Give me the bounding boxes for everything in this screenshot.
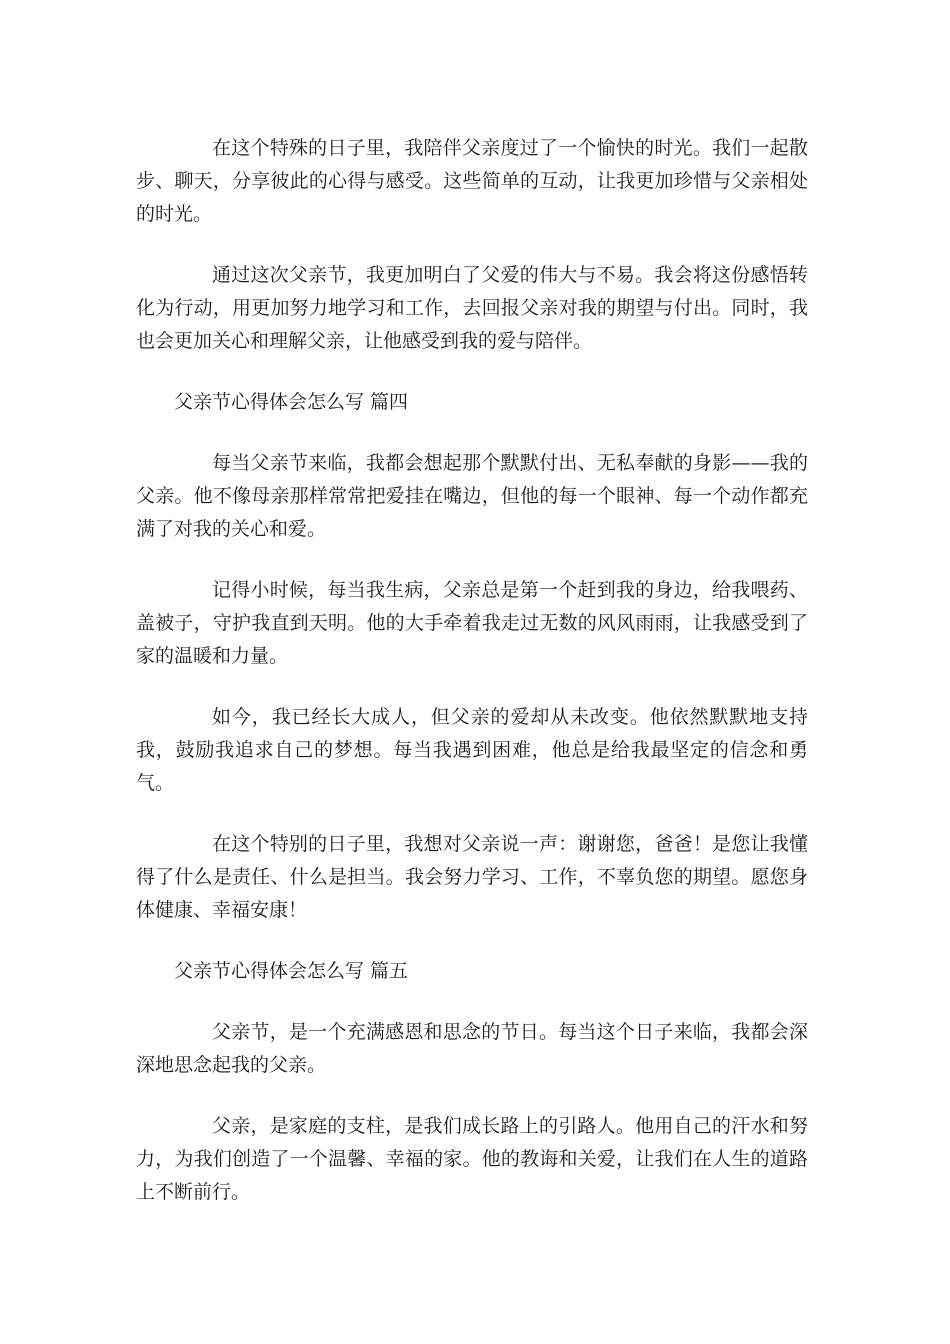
paragraph: 父亲节，是一个充满感恩和思念的节日。每当这个日子来临，我都会深深地思念起我的父亲。 bbox=[136, 1021, 808, 1076]
paragraph: 在这个特别的日子里，我想对父亲说一声：谢谢您，爸爸！是您让我懂得了什么是责任、什么是担当。我会努力学习、工作，不辜负您的期望。愿您身体健康、幸福安康！ bbox=[136, 833, 808, 921]
paragraph: 每当父亲节来临，我都会想起那个默默付出、无私奉献的身影——我的父亲。他不像母亲那样常常把爱挂在嘴边，但他的每一个眼神、每一个动作都充满了对我的关心和爱。 bbox=[136, 452, 808, 540]
section-heading: 父亲节心得体会怎么写 篇四 bbox=[174, 391, 409, 413]
paragraph: 通过这次父亲节，我更加明白了父爱的伟大与不易。我会将这份感悟转化为行动，用更加努力地学习和工作，去回报父亲对我的期望与付出。同时，我也会更加关心和理解父亲，让他感受到我的爱与陪伴。 bbox=[136, 264, 808, 352]
section-heading: 父亲节心得体会怎么写 篇五 bbox=[174, 960, 409, 982]
paragraph: 记得小时候，每当我生病，父亲总是第一个赶到我的身边，给我喂药、盖被子，守护我直到天明。他的大手牵着我走过无数的风风雨雨，让我感受到了家的温暖和力量。 bbox=[136, 579, 808, 667]
paragraph: 在这个特殊的日子里，我陪伴父亲度过了一个愉快的时光。我们一起散步、聊天，分享彼此的心得与感受。这些简单的互动，让我更加珍惜与父亲相处的时光。 bbox=[136, 137, 808, 225]
paragraph: 如今，我已经长大成人，但父亲的爱却从未改变。他依然默默地支持我，鼓励我追求自己的梦想。每当我遇到困难，他总是给我最坚定的信念和勇气。 bbox=[136, 706, 808, 794]
document-body bbox=[136, 132, 808, 1237]
paragraph: 父亲，是家庭的支柱，是我们成长路上的引路人。他用自己的汗水和努力，为我们创造了一个温馨、幸福的家。他的教诲和关爱，让我们在人生的道路上不断前行。 bbox=[136, 1115, 808, 1203]
